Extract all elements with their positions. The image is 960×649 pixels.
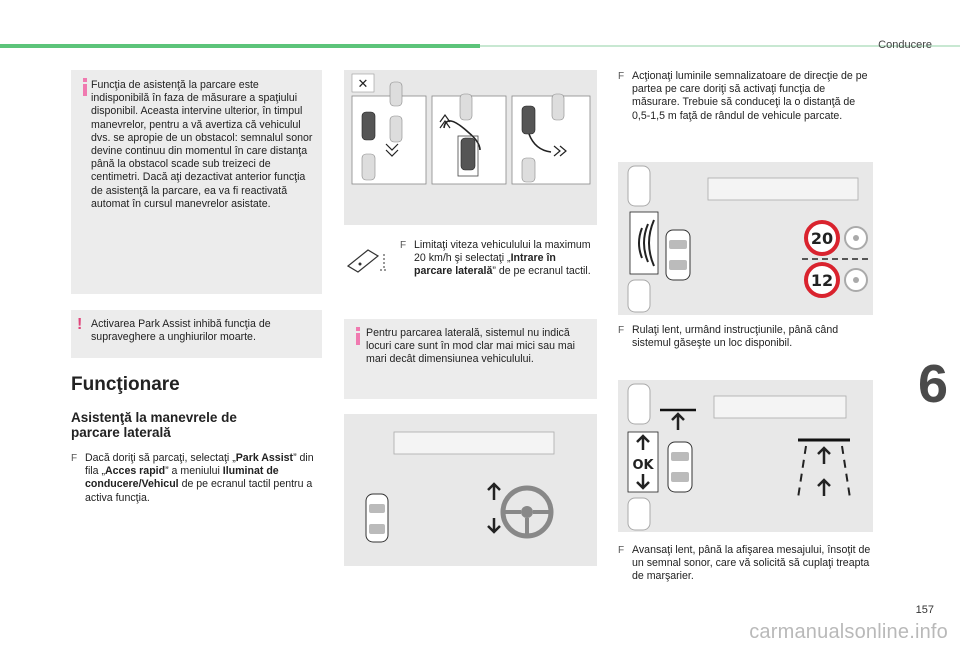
chapter-number: 6 (917, 354, 948, 414)
bullet-drive-slow (618, 324, 872, 350)
arrow-up-icon (818, 480, 830, 496)
bullet-advance (618, 544, 872, 584)
bullet-speed-limit (400, 239, 597, 279)
b2-bold: Intrare în parcare laterală (414, 252, 556, 278)
bullet-turn-signal (618, 70, 872, 123)
car-icon (366, 494, 388, 542)
page-number: 157 (915, 604, 934, 616)
steering-wheel-icon (503, 488, 551, 536)
b1-text-2: ” din fila „ (85, 452, 314, 478)
warning-note-text: Activarea Park Assist inhibă funcţia de supraveghere a unghiurilor moarte. (91, 318, 271, 344)
info-icon (352, 327, 364, 345)
close-icon: ✕ (357, 77, 369, 92)
lateral-parking-icon (346, 248, 392, 274)
arrow-up-icon (672, 414, 684, 430)
b1-bold-3: Iluminat de conducere/Vehicul (85, 465, 279, 491)
b2-text-1: Limitaţi viteza vehiculului la maximum 20 km/h şi selectaţi „ (414, 239, 591, 265)
info-icon (79, 78, 91, 96)
warning-note-blind-spot (71, 310, 322, 358)
b2-text-2: ” de pe ecranul tactil. (492, 265, 591, 278)
car-icon (666, 230, 690, 280)
b5-text: Avansaţi lent, până la afişarea mesajului, însoţit de un semnal sonor, care vă solicită să cuplaţi treapta de marşarier. (632, 544, 871, 583)
b1-bold-1: Park Assist (235, 452, 294, 464)
b4-text: Rulaţi lent, urmând instrucţiunile, până când sistemul găseşte un loc disponibil. (632, 324, 839, 350)
b1-bold-2: Acces rapid (105, 465, 166, 478)
figure-steering-guidance (344, 414, 597, 566)
speed-sign-20-text: 20 (810, 229, 834, 248)
figure-parking-screen (344, 70, 597, 225)
bullet-marker-icon: F (618, 71, 625, 82)
watermark: carmanualsonline.info (749, 621, 948, 643)
heading-line-2: parcare laterală (71, 425, 171, 440)
bullet-activate (71, 452, 319, 505)
speed-sign-20 (806, 222, 838, 254)
bullet-marker-icon: F (618, 545, 625, 556)
info-note-text-2: Pentru parcarea laterală, sistemul nu indică locuri care sunt în mod clar mai mici sau mai mari decât dimensiunea vehiculului. (366, 327, 575, 366)
info-note-space-size (344, 319, 597, 399)
speed-sign-12 (806, 264, 838, 296)
figure-space-found (618, 380, 873, 532)
header-accent-bar (0, 44, 480, 48)
info-note-text: Funcţia de asistenţă la parcare este indisponibilă în faza de măsurare a spaţiului disponibil. Aceasta intervine ulterior, în timpul manevrelor, pentru a vă avertiza că vehiculul dvs. se apropie de un obstacol: semnalul sonor devine continuu din momentul în care distanţa până la obstacol scade sub treizeci de centimetri. Dacă aţi dezactivat anterior funcţia de asistenţă la parcare, ea va fi reactivată automat în cursul manevrelor asistate. (91, 79, 313, 210)
bullet-marker-icon: F (400, 240, 407, 251)
car-icon (668, 442, 692, 492)
info-note-park-assist (71, 70, 322, 294)
heading-line-1: Asistenţă la manevrele de (71, 410, 237, 425)
bullet-marker-icon: F (71, 453, 78, 464)
arrow-up-icon (818, 448, 830, 464)
heading-lateral-parking (71, 410, 237, 440)
heading-functionare: Funcţionare (71, 374, 180, 395)
arrow-down-icon (488, 518, 500, 532)
b3-text: Acţionaţi luminile semnalizatoare de direcţie de pe partea pe care doriţi să activaţi funcţia de măsurare. Trebuie să conduceţi la o distanţă de 0,5-1,5 m faţă de rândul de vehicule parcate. (632, 70, 868, 122)
b1-text-4: de pe ecranul tactil pentru a activa funcţia. (85, 478, 313, 504)
warning-icon: ! (77, 316, 83, 333)
figure-speed-measurement (618, 162, 873, 315)
b1-text-3: ” a meniului (165, 465, 223, 478)
b1-text-1: Dacă doriţi să parcaţi, selectaţi „ (85, 452, 236, 464)
speed-sign-12-text: 12 (810, 271, 834, 290)
arrow-up-icon (488, 484, 500, 500)
ok-label: OK (632, 458, 654, 473)
section-title: Conducere (878, 39, 932, 51)
bullet-marker-icon: F (618, 325, 625, 336)
